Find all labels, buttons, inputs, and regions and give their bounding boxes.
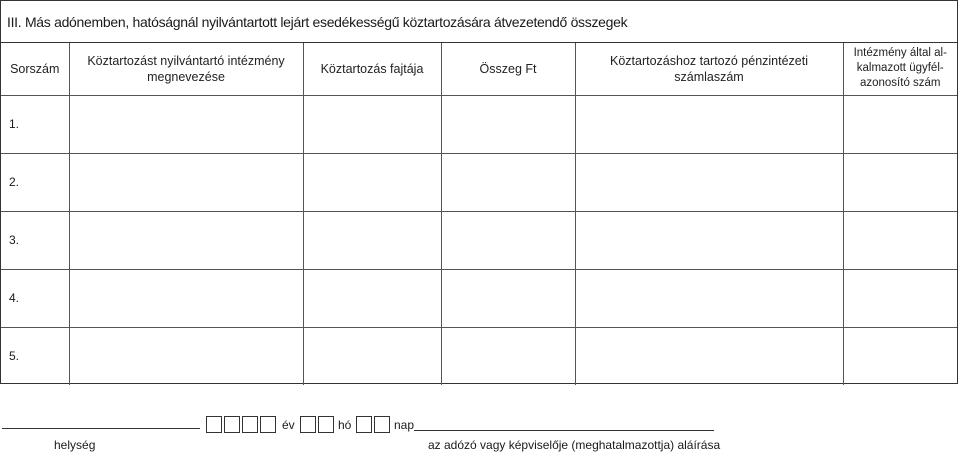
client-id-cell[interactable]	[843, 327, 957, 385]
year-digit-box-3[interactable]	[242, 416, 258, 433]
year-digit-box-1[interactable]	[206, 416, 222, 433]
day-digit-box-1[interactable]	[356, 416, 372, 433]
section-title	[1, 1, 957, 43]
signature-label: az adózó vagy képviselője (meghatalmazottja) aláírása	[428, 438, 721, 452]
client-id-cell[interactable]	[843, 153, 957, 211]
signature-line[interactable]	[414, 430, 714, 431]
debt-type-cell[interactable]	[303, 95, 441, 153]
bank-account-cell[interactable]	[575, 95, 843, 153]
table-row	[1, 211, 957, 269]
header-amount: Összeg Ft	[441, 43, 575, 95]
table-row	[1, 327, 957, 385]
institution-name-cell[interactable]	[69, 269, 303, 327]
header-debt-type: Köztartozás fajtája	[303, 43, 441, 95]
table-row	[1, 95, 957, 153]
row-number: 1.	[1, 95, 69, 153]
day-label: nap	[394, 418, 415, 432]
table-row	[1, 153, 957, 211]
bank-account-cell[interactable]	[575, 211, 843, 269]
header-institution-name: Köztartozást nyilvántartó intézmény megnevezése	[69, 43, 303, 95]
header-bank-account: Köztartozáshoz tartozó pénzintézeti számlaszám	[575, 43, 843, 95]
year-digit-box-2[interactable]	[224, 416, 240, 433]
amount-cell[interactable]	[441, 327, 575, 385]
section-title-text: III. Más adónemben, hatóságnál nyilvántartott lejárt esedékességű köztartozására átvezetendő összegek	[7, 13, 628, 30]
debt-type-cell[interactable]	[303, 327, 441, 385]
bank-account-cell[interactable]	[575, 153, 843, 211]
institution-name-cell[interactable]	[69, 95, 303, 153]
debt-table	[1, 43, 957, 385]
amount-cell[interactable]	[441, 269, 575, 327]
month-label: hó	[338, 418, 352, 432]
client-id-cell[interactable]	[843, 211, 957, 269]
institution-name-cell[interactable]	[69, 327, 303, 385]
day-digit-box-2[interactable]	[374, 416, 390, 433]
year-digit-box-4[interactable]	[260, 416, 276, 433]
bank-account-cell[interactable]	[575, 269, 843, 327]
debt-type-cell[interactable]	[303, 211, 441, 269]
month-digit-box-2[interactable]	[318, 416, 334, 433]
debt-type-cell[interactable]	[303, 269, 441, 327]
place-label: helység	[54, 438, 96, 452]
debt-type-cell[interactable]	[303, 153, 441, 211]
row-number: 2.	[1, 153, 69, 211]
amount-cell[interactable]	[441, 211, 575, 269]
month-digit-box-1[interactable]	[300, 416, 316, 433]
row-number: 5.	[1, 327, 69, 385]
row-number: 4.	[1, 269, 69, 327]
year-label: év	[282, 418, 295, 432]
place-input-line[interactable]	[2, 428, 200, 429]
client-id-cell[interactable]	[843, 95, 957, 153]
table-row	[1, 269, 957, 327]
signature-footer	[0, 400, 960, 453]
client-id-cell[interactable]	[843, 269, 957, 327]
row-number: 3.	[1, 211, 69, 269]
table-header-row	[1, 43, 957, 95]
amount-cell[interactable]	[441, 153, 575, 211]
amount-cell[interactable]	[441, 95, 575, 153]
header-client-id: Intézmény által al-kalmazott ügyfél-azonosító szám	[843, 43, 957, 95]
institution-name-cell[interactable]	[69, 153, 303, 211]
header-sorszam: Sorszám	[1, 43, 69, 95]
bank-account-cell[interactable]	[575, 327, 843, 385]
institution-name-cell[interactable]	[69, 211, 303, 269]
